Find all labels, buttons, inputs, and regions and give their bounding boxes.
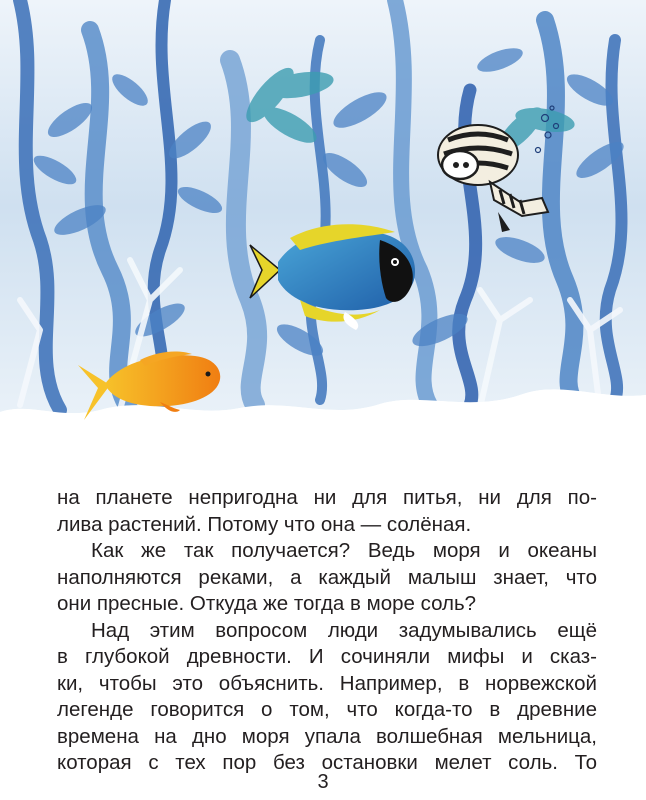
text-line: легенде говорится о том, что когда-то в древние — [57, 698, 597, 721]
text-line: которая с тех пор без остановки мелет соль. То — [57, 751, 597, 774]
text-line: наполняются реками, а каждый малыш знает, что — [57, 565, 597, 589]
text-line: на планете непригодна ни для питья, ни для по- — [57, 486, 597, 509]
text-line: времена на дно моря упала волшебная мельница, — [57, 724, 597, 748]
text-line: в глубокой древности. И сочиняли мифы и сказ- — [57, 645, 597, 668]
text-line: ки, чтобы это объяснить. Например, в норвежской — [57, 671, 597, 695]
text-line: лива растений. Потому что она — солёная. — [57, 512, 472, 536]
text-line: Как же так получается? Ведь моря и океаны — [91, 539, 597, 562]
text-line: Над этим вопросом люди задумывались ещё — [91, 618, 597, 642]
text-line: они пресные. Откуда же тогда в море соль? — [57, 592, 477, 615]
page-text — [57, 485, 597, 777]
page-number: 3 — [317, 771, 329, 793]
